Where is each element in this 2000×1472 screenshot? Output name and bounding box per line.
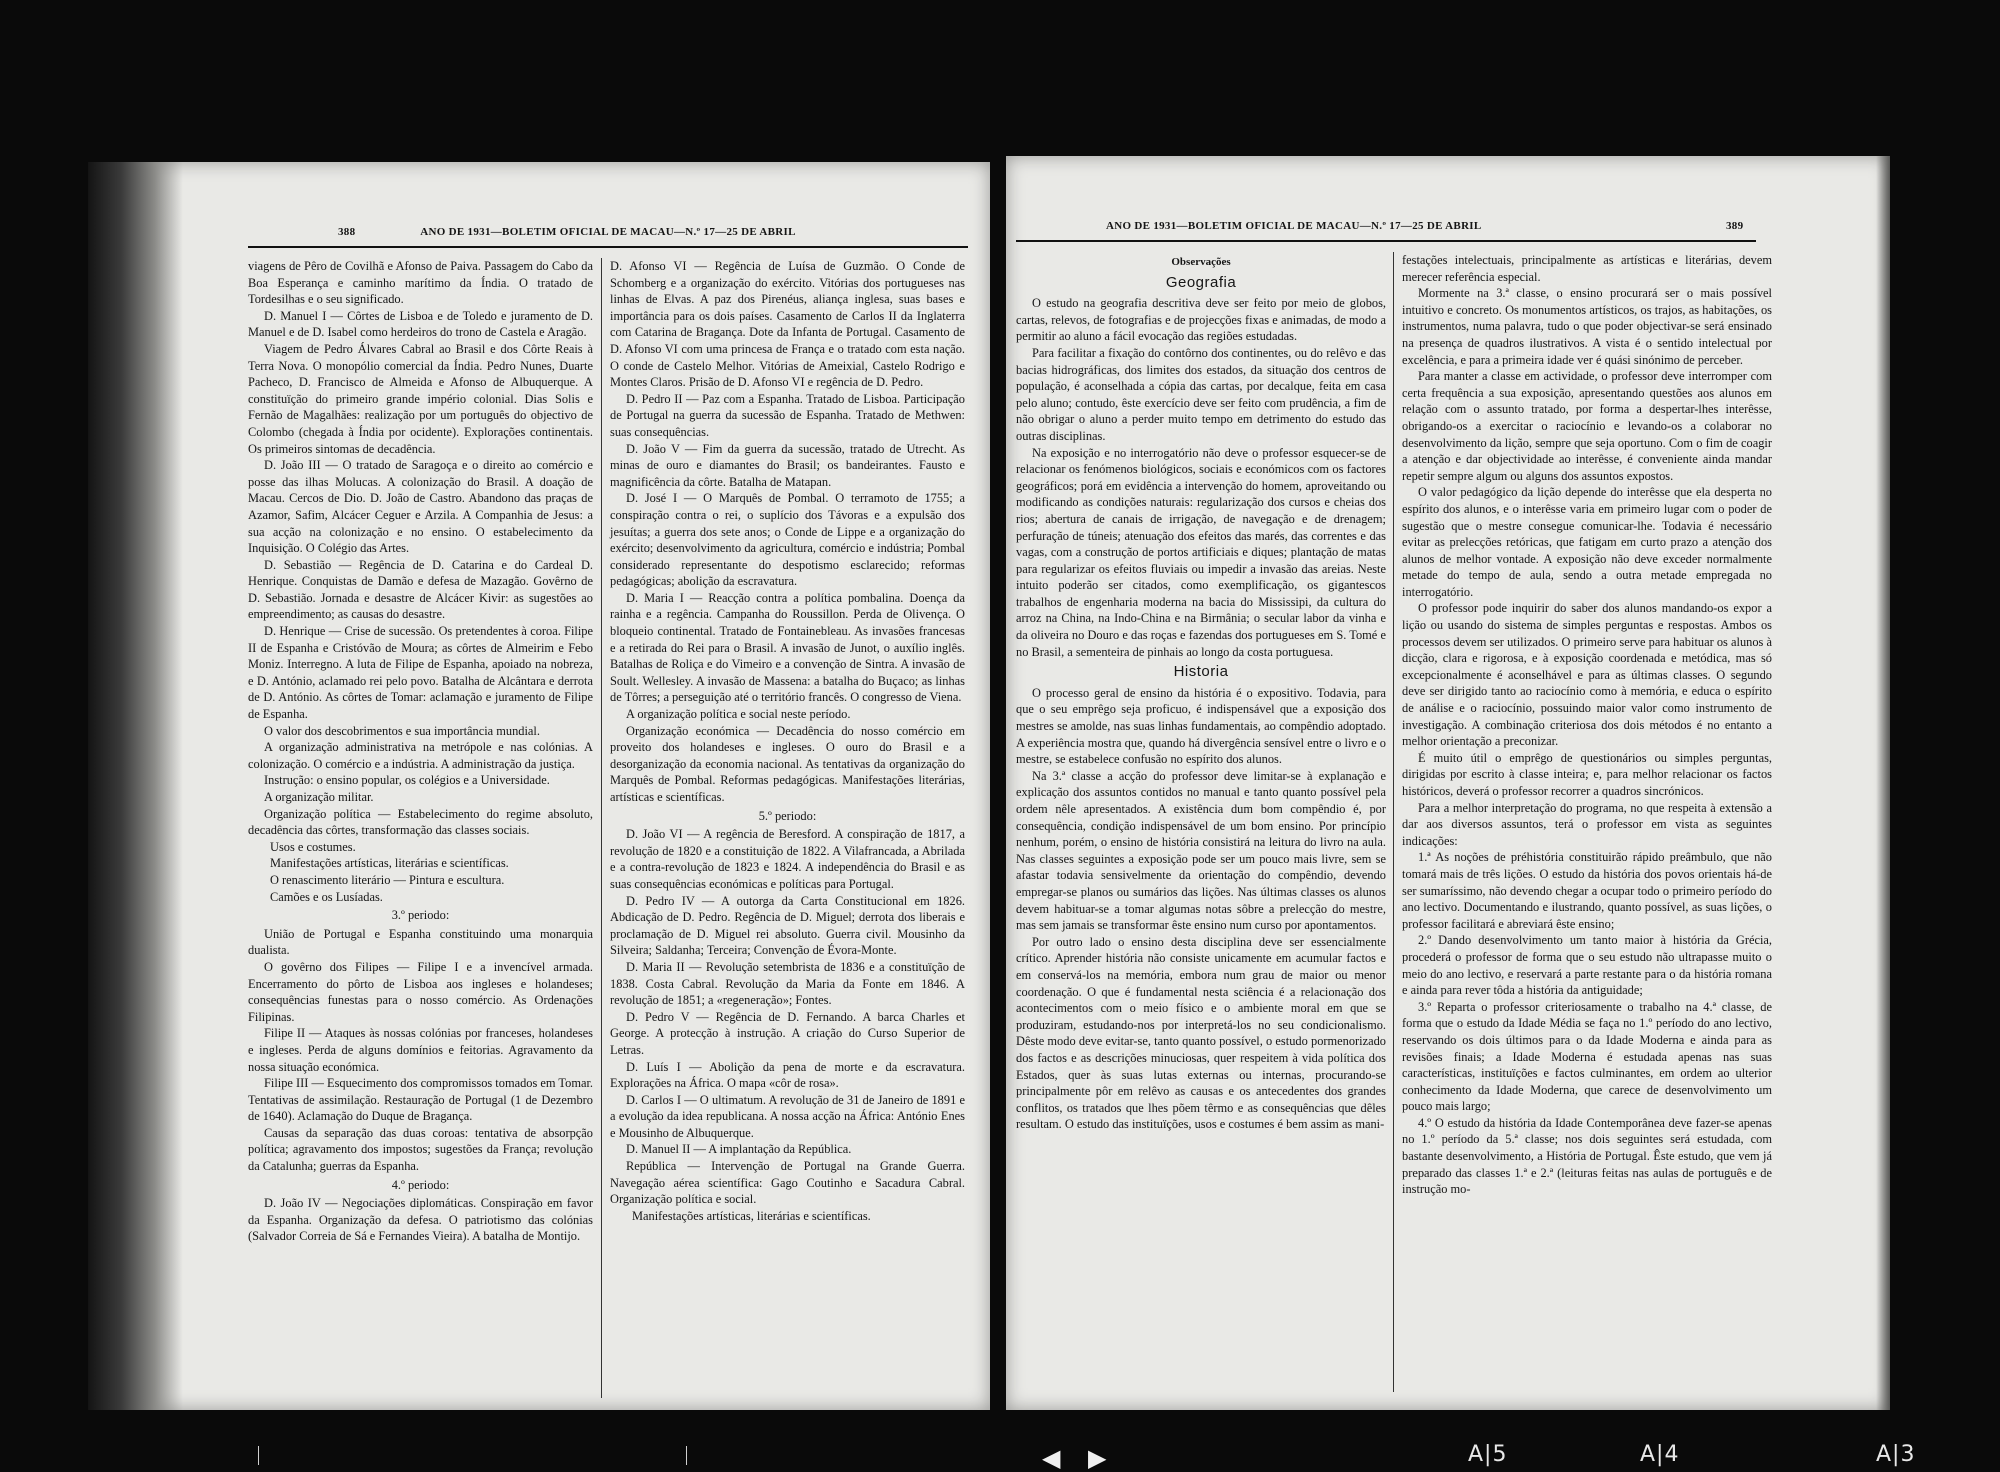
list-item: Camões e os Lusíadas. — [270, 889, 383, 904]
binding-shadow — [88, 162, 183, 1410]
paragraph: 2.º Dando desenvolvimento um tanto maior à história da Grécia, procederá o professor de forma que o seu estudo não ultrapasse muito o meio do ano lectivo, e reservará a parte restante para o da história romana e ainda para rever tôda a história da antiguidade; — [1402, 933, 1772, 998]
left-column-2 — [610, 258, 965, 1224]
paragraph: D. João IV — Negociações diplomáticas. Conspiração em favor da Espanha. Organização da defesa. O patriotismo das colónias (Salvador Correia de Sá e Fernandes Vieira). A batalha de Montijo. — [248, 1196, 593, 1244]
paragraph: D. Afonso VI — Regência de Luísa de Guzmão. O Conde de Schomberg e a organização do exército. Vitórias dos portugueses nas linhas de Elvas. A paz dos Pirenéus, aliança inglesa, suas bases e importância para os dois países. Casamento de Carlos II da Inglaterra com Catarina de Bragança. Dote da Infanta de Portugal. Casamento de D. Afonso VI com uma princesa de França e o tratado com esta nação. O conde de Castelo Melhor. Vitórias de Ameixial, Castelo Rodrigo e Montes Claros. Prisão de D. Afonso VI e regência de D. Pedro. — [610, 259, 965, 390]
paragraph: D. Pedro IV — A outorga da Carta Constitucional em 1826. Abdicação de D. Pedro. Regência de D. Miguel; derrota dos liberais e proclamação de D. Miguel rei absoluto. Guerra civil. Mousinho da Silveira; Saldanha; Terceira; Convenção de Évora-Monte. — [610, 893, 965, 958]
right-page — [1006, 156, 1890, 1410]
subject-heading: Geografia — [1165, 273, 1237, 291]
list-item: Manifestações artísticas, literárias e scientíficas. — [270, 856, 509, 871]
paragraph: Filipe III — Esquecimento dos compromissos tomados em Tomar. Tentativas de assimilação. Restauração de Portugal (1 de Dezembro de 1640). Aclamação do Duque de Bragança. — [248, 1076, 593, 1124]
page-number: 389 — [1726, 220, 1744, 232]
paragraph: D. Carlos I — O ultimatum. A revolução de 31 de Janeiro de 1891 e a evolução da idea republicana. A nossa acção na África: António Enes e Mousinho de Albuquerque. — [610, 1092, 965, 1140]
paragraph: O govêrno dos Filipes — Filipe I e a invencível armada. Encerramento do pôrto de Lisboa aos ingleses e holandeses; consequências funestas para o nosso comércio. As Ordenações Filipinas. — [248, 959, 593, 1024]
running-head-right — [1016, 218, 1756, 242]
paragraph: D. Manuel II — A implantação da República. — [626, 1142, 852, 1157]
subject-heading: Historia — [1173, 663, 1229, 681]
period-heading: 3.º periodo: — [391, 908, 450, 923]
paragraph: O estudo na geografia descritiva deve ser feito por meio de globos, cartas, relevos, de fotografias e de projecções fixas e animadas, de modo a permitir ao aluno a fácil evocação das regiões estudadas. — [1016, 296, 1386, 344]
period-heading: 5.º periodo: — [758, 808, 817, 823]
paragraph: Para facilitar a fixação do contôrno dos continentes, ou do relêvo e das bacias hidrográficas, dos limites dos estados, da situação dos centros de população, é aconselhada a cópia das cartas, por decalque, feita em casa pelo aluno; contudo, êste exercício deve ser feito com prudência, a fim de não obrigar o aluno a perder muito tempo em detrimento do estudo das outras disciplinas. — [1016, 345, 1386, 443]
right-column-2 — [1402, 252, 1772, 1198]
paragraph: D. João VI — A regência de Beresford. A conspiração de 1817, a revolução de 1820 e a constituição de 1822. A Vilafrancada, a Abrilada e a contra-revolução de 1823 e 1824. A independência do Brasil e as suas consequências económicas e políticas para Portugal. — [610, 827, 965, 891]
list-item: O renascimento literário — Pintura e escultura. — [270, 872, 505, 887]
paragraph: O processo geral de ensino da história é o expositivo. Todavia, para que o seu emprêgo seja proficuo, é indispensável que a exposição dos mestres se amolde, nas suas linhas fundamentais, ao compêndio adoptado. A experiência mostra que, quando há divergência sensível entre o livro e o mestre, se estabelece confusão no espírito dos alunos. — [1016, 685, 1386, 767]
paragraph: União de Portugal e Espanha constituindo uma monarquia dualista. — [248, 926, 593, 958]
running-head-left — [248, 224, 968, 248]
paragraph: festações intelectuais, principalmente as artísticas e literárias, devem merecer referência especial. — [1402, 253, 1772, 284]
left-column-1 — [248, 258, 593, 1245]
paragraph: É muito útil o emprêgo de questionários ou simples perguntas, dirigidas por escrito à classe inteira; e, para melhor relacionar os factos históricos, deverá o professor recorrer a quadros sincrónicos. — [1402, 750, 1772, 798]
strip-tick — [686, 1446, 687, 1465]
frame-mark: A|5 — [1468, 1442, 1508, 1467]
paragraph: Filipe II — Ataques às nossas colónias por franceses, holandeses e ingleses. Perda de alguns domínios e feitorias. Agravamento da nossa situação económica. — [248, 1026, 593, 1074]
paragraph: A organização militar. — [264, 790, 374, 804]
paragraph: Por outro lado o ensino desta disciplina deve ser essencialmente crítico. Aprender história não consiste unicamente em acumular factos e em conservá-los na memória, embora num grau de maior ou menor coordenação. O que é fundamental nesta sciência é a relacionação dos acontecimentos com o meio físico e o ambiente moral em que se produziram, estudando-nos por interpretá-los no seu condicionalismo. Dêste modo deve evitar-se, tanto quanto possível, o estudo pormenorizado dos factos e as descrições minuciosas, quer respeitem à vida política dos Estados, quer às suas lutas externas ou internas, procurando-se principalmente pôr em relêvo as causas e os antecedentes dos grandes conflitos, os tratados que lhes põem têrmo e as consequências que dêles resultam. O estudo das instituïções, usos e costumes é bem assim as mani- — [1016, 934, 1386, 1132]
paragraph: D. Henrique — Crise de sucessão. Os pretendentes à coroa. Filipe II de Espanha e Cristóvão de Moura; as côrtes de Almeirim e Febo Moniz. Interregno. A luta de Filipe de Espanha, apoiado na nobreza, e D. António, aclamado rei pelo povo. Batalha de Alcântara e derrota de D. António. As côrtes de Tomar: aclamação e juramento de Filipe de Espanha. — [248, 624, 593, 722]
paragraph: República — Intervenção de Portugal na Grande Guerra. Navegação aérea scientífica: Gago Coutinho e Sacadura Cabral. Organização política e social. — [610, 1159, 965, 1207]
paragraph: O valor dos descobrimentos e sua importância mundial. — [264, 723, 540, 738]
frame-mark: A|4 — [1640, 1442, 1680, 1467]
column-rule — [1393, 252, 1394, 1392]
paragraph: D. João III — O tratado de Saragoça e o direito ao comércio e posse das ilhas Molucas. A colonização do Brasil. A doação de Macau. Cercos de Dio. D. João de Castro. Abandono das praças de Azamor, Safim, Alcácer Ceguer e Arzila. A Companhia de Jesus: a sua acção na colonização e no ensino. O estabelecimento da Inquisição. O Colégio das Artes. — [248, 458, 593, 556]
paragraph: A organização política e social neste período. — [626, 707, 851, 722]
paragraph: Na 3.ª classe a acção do professor deve limitar-se à explanação e explicação dos assuntos contidos no manual e tanto quanto possível pela ordem nêle apresentados. A existência dum bom compêndio é, por consequência, condição indispensável de um bom ensino. Por princípio nenhum, porém, o ensino de história consistirá na leitura do livro na aula. Nas classes seguintes a exposição pode ser um pouco mais livre, sem se afastar todavia sensivelmente da orientação do compêndio, devendo empregar-se planos ou sumários das lições. Nas últimas classes os alunos devem habituar-se a tomar algumas notas sôbre a prelecção do mestre, mas sem jamais se transformar êste ensino num curso por apontamentos. — [1016, 768, 1386, 933]
paragraph: D. Maria II — Revolução setembrista de 1836 e a constituïção de 1838. Costa Cabral. Revolução da Maria da Fonte em 1846. A revolução de 1851; a «regeneração»; Fontes. — [610, 959, 965, 1008]
paragraph: Organização económica — Decadência do nosso comércio em proveito dos holandeses e ingleses. O ouro do Brasil e a desorganização da economia nacional. As tentativas da organização do Marquês de Pombal. Reformas pedagógicas. Manifestações literárias, artísticas e scientíficas. — [610, 723, 965, 804]
paragraph: viagens de Pêro de Covilhã e Afonso de Paiva. Passagem do Cabo da Boa Esperança e caminho marítimo da Índia. O tratado de Tordesilhas e o seu significado. — [248, 259, 593, 307]
paragraph: D. Luís I — Abolição da pena de morte e da escravatura. Explorações na África. O mapa «côr de rosa». — [610, 1059, 965, 1091]
paragraph: Para a melhor interpretação do programa, no que respeita à extensão a dar aos diversos assuntos, terá o professor em vista as seguintes indicações: — [1402, 800, 1772, 848]
paragraph: Para manter a classe em actividade, o professor deve interromper com certa frequência a sua exposição, apresentando questões aos alunos em relação com o assunto tratado, por forma a despertar-lhes interêsse, obrigando-os a exercitar o raciocínio e levando-os a colaborar no desenvolvimento da lição, sempre que seja oportuno. Com o fim de coagir a atenção e dar objectividade ao interêsse, é conveniente ainda mandar repetir sempre algum ou alguns dos assuntos expostos. — [1402, 369, 1772, 483]
page-edge-shadow — [1876, 156, 1890, 1410]
paragraph: D. José I — O Marquês de Pombal. O terramoto de 1755; a conspiração contra o rei, o suplício dos Távoras e a expulsão dos jesuítas; a guerra dos sete anos; o Conde de Lippe e a organização do exército; desenvolvimento da agricultura, comércio e indústria; Pombal considerado representante do despotismo esclarecido; reformas pedagógicas; abolição da escravatura. — [610, 491, 965, 589]
period-heading: 4.º periodo: — [391, 1177, 450, 1192]
film-strip-marks — [0, 1442, 2000, 1472]
column-rule — [601, 258, 602, 1398]
paragraph: Causas da separação das duas coroas: tentativa de absorpção política; agravamento dos impostos; sugestões da França; revolução da Catalunha; guerras da Espanha. — [248, 1125, 593, 1174]
paragraph: Instrução: o ensino popular, os colégios e a Universidade. — [264, 773, 550, 788]
list-item: Manifestações artísticas, literárias e scientíficas. — [632, 1208, 871, 1223]
paragraph: O valor pedagógico da lição depende do interêsse que ela desperta no espírito dos alunos, e o interêsse varia em primeiro lugar com o poder de sugestão que o mestre consegue comunicar-lhe. Todavia é necessário evitar as prelecções retóricas, que fatigam em curto prazo a atenção dos alunos de melhor vontade. A exposição não deve exceder normalmente metade do tempo de aula, sendo a outra metade empregada no interrogatório. — [1402, 485, 1772, 599]
paragraph: A organização administrativa na metrópole e nas colónias. A colonização. O comércio e a indústria. A administração da justiça. — [248, 740, 593, 771]
section-title: Observações — [1171, 256, 1231, 268]
list-item: Usos e costumes. — [270, 839, 356, 854]
paragraph: Na exposição e no interrogatório não deve o professor esquecer-se de relacionar os fenómenos biológicos, sociais e económicos com os factores geográficos; porá em evidência a intervenção do homem, aproveitando ou modificando as condições naturais: regularização dos cursos e cheias dos rios; abertura de canais de irrigação, de navegação e de drenagem; perfuração de túneis; atenuação dos efeitos das marés, das correntes e das vagas, com a construção de portos artificiais e diques; plantação de matas para regularizar os efeitos fluviais ou impedir a invasão das areias. Neste intuito poderão ser citados, como exemplificação, os gigantescos trabalhos de engenharia moderna na bacia do Mississipi, da cultura do arroz na China, na Indo-China e na Birmânia; o secular labor da vinha e da oliveira no Douro e das roças e fazendas dos portugueses em S. Tomé e no Brasil, a sementeira de pinhais ao longo da costa portuguesa. — [1016, 445, 1386, 659]
arrow-right-icon: ▶ — [1088, 1444, 1107, 1472]
paragraph: 1.ª As noções de préhistória constituirão rápido preâmbulo, que não tomará mais de três lições. O estudo da história dos povos orientais há-de ser sumaríssimo, não devendo chegar a ocupar todo o primeiro período do ano lectivo. Documentando e ilustrando, quanto possível, as suas lições, o professor facilitará e abreviará êste ensino; — [1402, 850, 1772, 931]
strip-tick — [258, 1446, 259, 1465]
paragraph: O professor pode inquirir do saber dos alunos mandando-os expor a lição ou usando do sistema de simples perguntas e respostas. Ambos os processos devem ser utilizados. O primeiro serve para habituar os alunos à dicção, clara e rigorosa, e à exposição coordenada e metódica, mas só excepcionalmente é aconselhável e para as últimas classes. O segundo deve ser dirigido tanto ao raciocínio como à memória, e educa o espírito de análise e o raciocínio, possuindo maior valor como instrumento de investigação. A combinação criteriosa dos dois métodos é no entanto a melhor orientação a preconizar. — [1402, 601, 1772, 749]
frame-mark: A|3 — [1876, 1442, 1916, 1467]
paragraph: 4.º O estudo da história da Idade Contemporânea deve fazer-se apenas no 1.º período da 5.ª classe; nos dois seguintes será estudada, com bastante desenvolvimento, a História de Portugal. Êste estudo, que vem já preparado das classes 1.ª e 2.ª (leituras feitas nas aulas de português e de instrução mo- — [1402, 1115, 1772, 1197]
right-column-1 — [1016, 252, 1386, 1133]
paragraph: D. Pedro V — Regência de D. Fernando. A barca Charles et George. A protecção à instrução. A criação do Curso Superior de Letras. — [610, 1009, 965, 1057]
running-title: ANO DE 1931—BOLETIM OFICIAL DE MACAU—N.º 17—25 DE ABRIL — [1106, 220, 1482, 232]
paragraph: D. João V — Fim da guerra da sucessão, tratado de Utrecht. As minas de ouro e diamantes do Brasil; os bandeirantes. Fausto e magnificência da côrte. Batalha de Matapan. — [610, 441, 965, 489]
paragraph: Mormente na 3.ª classe, o ensino procurará ser o mais possível intuitivo e concreto. Os monumentos artísticos, os trajos, as habitações, os instrumentos, numa palavra, tudo o que poder objectivar-se será ensinado na presença de quadros ilustrativos. A vista é o sentido intelectual por excelência, e para a primeira idade ver é quási sinónimo de perceber. — [1402, 286, 1772, 367]
arrow-left-icon: ◀ — [1042, 1444, 1061, 1472]
left-page — [88, 162, 990, 1410]
paragraph: D. Pedro II — Paz com a Espanha. Tratado de Lisboa. Participação de Portugal na guerra da sucessão de Espanha. Tratado de Methwen: suas consequências. — [610, 391, 965, 439]
paragraph: Organização política — Estabelecimento do regime absoluto, decadência das côrtes, transformação das classes sociais. — [248, 806, 593, 838]
running-title: ANO DE 1931—BOLETIM OFICIAL DE MACAU—N.º 17—25 DE ABRIL — [420, 226, 796, 238]
paragraph: D. Sebastião — Regência de D. Catarina e do Cardeal D. Henrique. Conquistas de Damão e defesa de Mazagão. Govêrno de D. Sebastião. Jornada e desastre de Alcácer Kivir: as sugestões ao empreendimento; as causas do desastre. — [248, 557, 593, 622]
paragraph: Viagem de Pedro Álvares Cabral ao Brasil e dos Côrte Reais à Terra Nova. O monopólio comercial da Índia. Pedro Nunes, Duarte Pacheco, D. Francisco de Almeida e Afonso de Albuquerque. A constituïção do primeiro grande império colonial. Dias Solis e Fernão de Magalhães: realização por um português do objectivo de Colombo (chegada à Índia por ocidente). Explorações continentais. Os primeiros sintomas de decadência. — [248, 341, 593, 456]
page-number: 388 — [338, 226, 356, 238]
paragraph: D. Maria I — Reacção contra a política pombalina. Doença da rainha e a regência. Campanha do Roussillon. Perda de Olivença. O bloqueio continental. Tratado de Fontainebleau. As invasões francesas e a retirada do Rei para o Brasil. A invasão de Junot, o auxílio inglês. Batalhas de Roliça e do Vimeiro e a convenção de Sintra. A invasão de Soult. Wellesley. A invasão de Massena: a batalha do Buçaco; as linhas de Tôrres; a perseguição até o território francês. O congresso de Viena. — [610, 590, 965, 705]
paragraph: 3.º Reparta o professor criteriosamente o trabalho na 4.ª classe, de forma que o estudo da Idade Média se faça no 1.º período do ano lectivo, reservando os dois últimos para o da Idade Moderna e ainda para as revisões finais; a Idade Moderna é estudada apenas nas suas características, instituïções e factos culminantes, em ordem ao ulterior conhecimento da Idade Moderna, que carece de desenvolvimento um pouco mais largo; — [1402, 999, 1772, 1114]
paragraph: D. Manuel I — Côrtes de Lisboa e de Toledo e juramento de D. Manuel e de D. Isabel como herdeiros do trono de Castela e Aragão. — [248, 308, 593, 340]
